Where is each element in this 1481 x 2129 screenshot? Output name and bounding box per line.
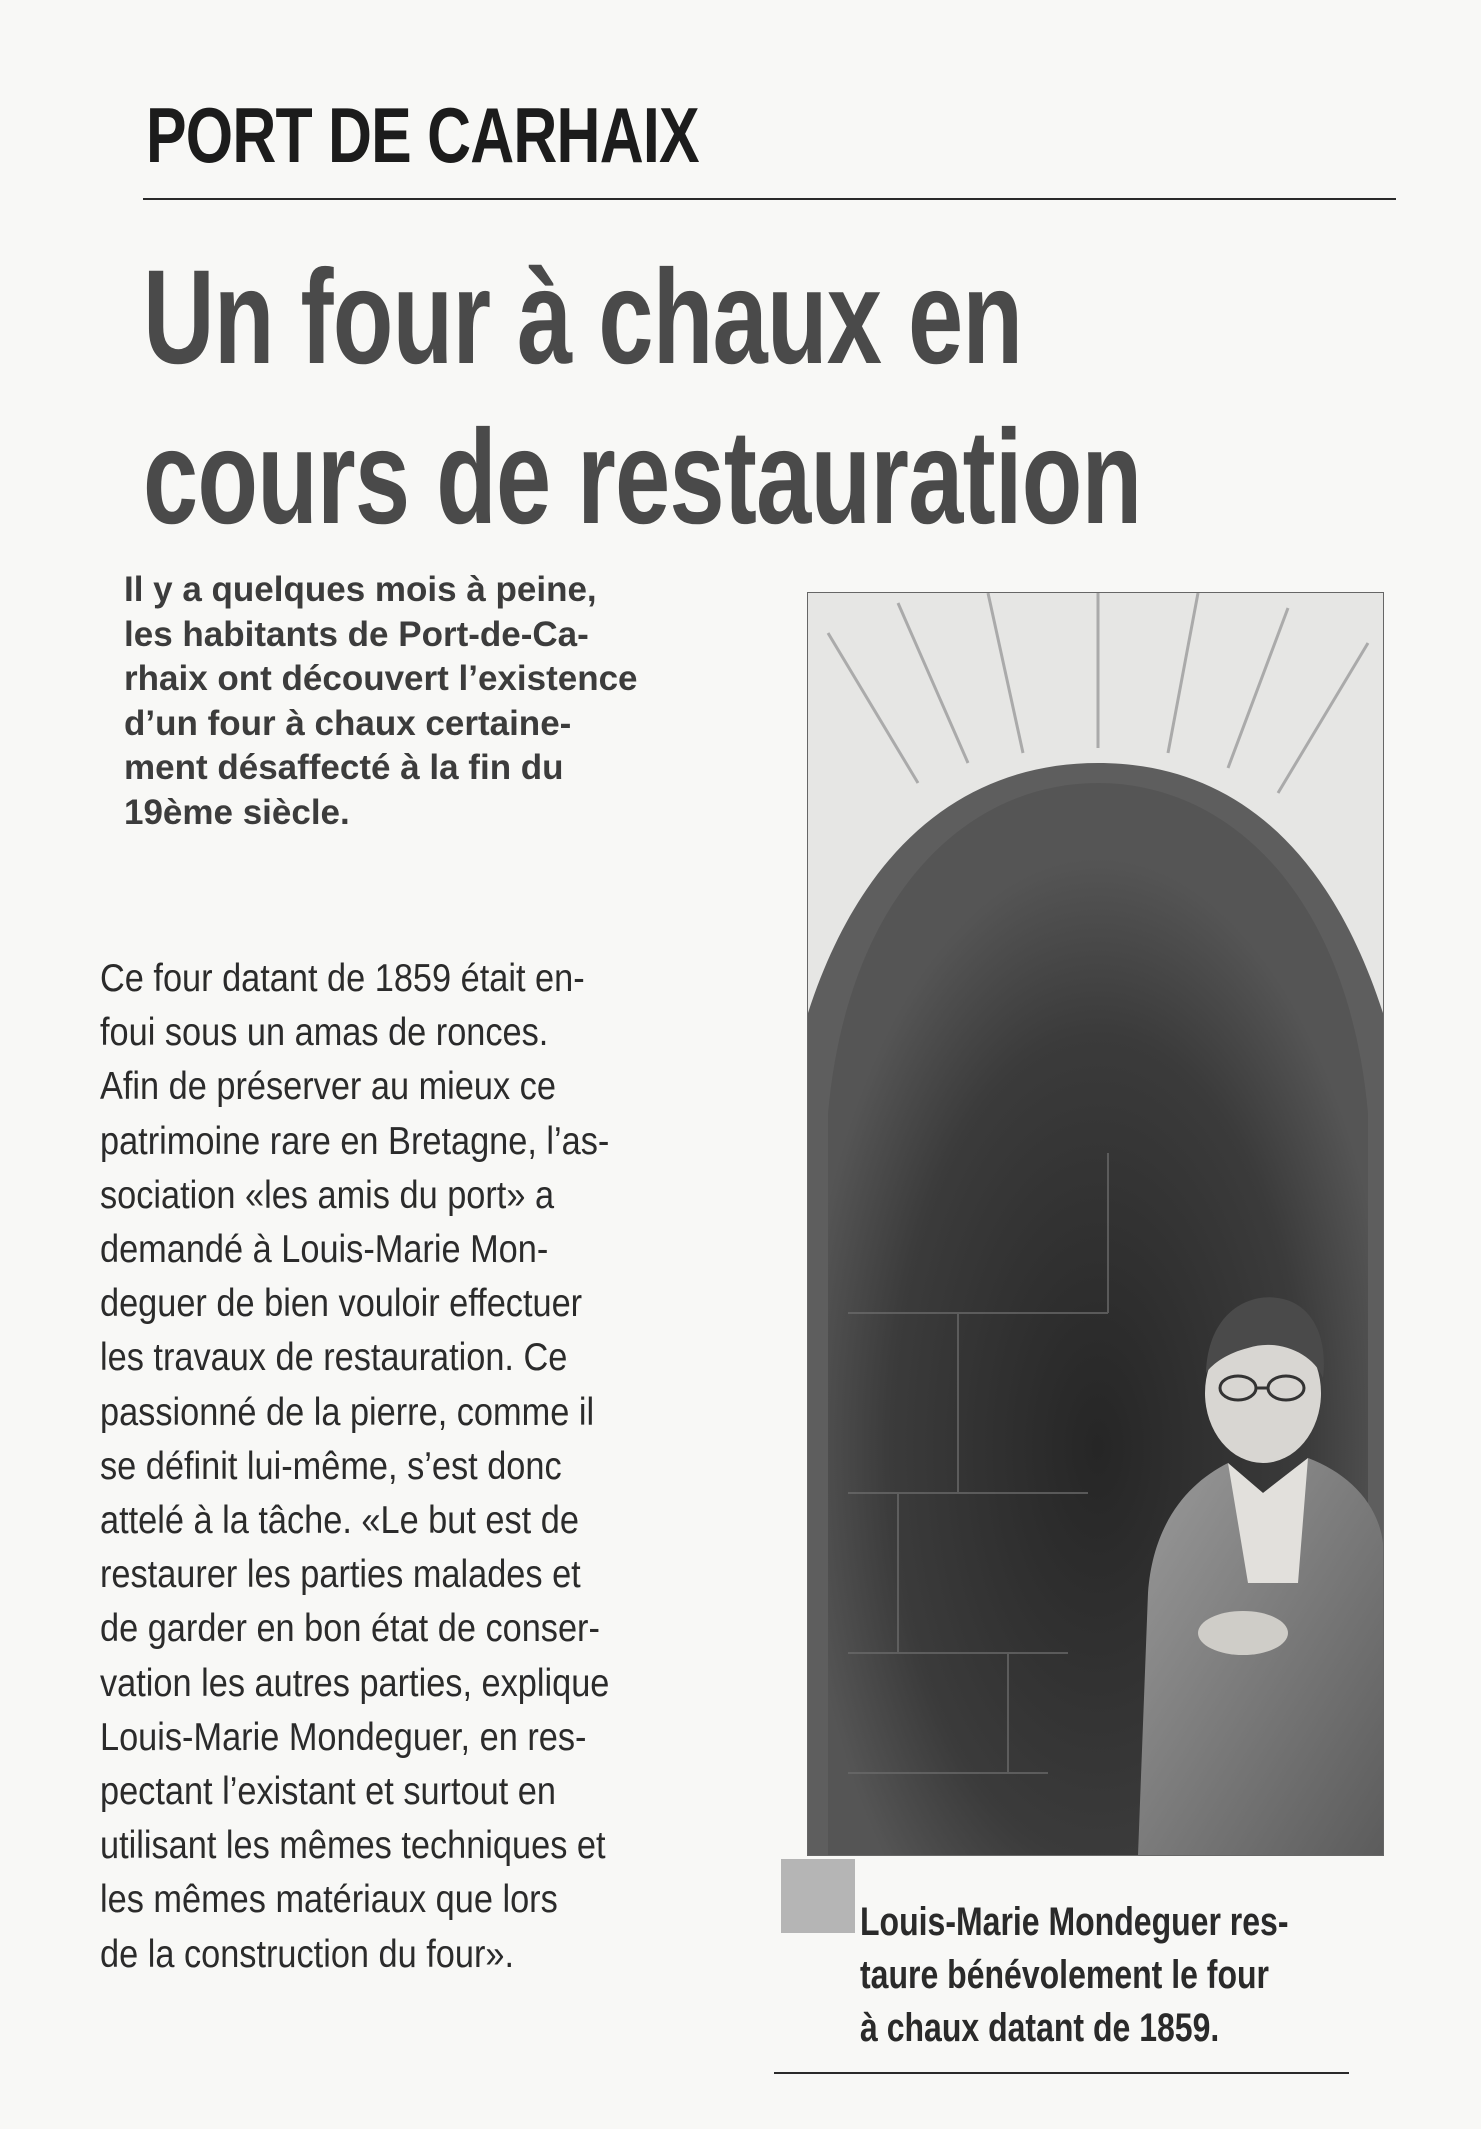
body-line: patrimoine rare en Bretagne, l’as-	[100, 1119, 610, 1163]
body-line: passionné de la pierre, comme il	[100, 1390, 595, 1434]
body-line: les mêmes matériaux que lors	[100, 1878, 558, 1922]
body-line: Louis-Marie Mondeguer, en res-	[100, 1715, 587, 1759]
article-photo	[807, 592, 1384, 1856]
section-heading: PORT DE CARHAIX	[146, 91, 699, 179]
lead-line: d’un four à chaux certaine-	[124, 703, 572, 743]
body-line: se définit lui-même, s’est donc	[100, 1444, 562, 1488]
body-line: les travaux de restauration. Ce	[100, 1336, 568, 1380]
body-line: deguer de bien vouloir effectuer	[100, 1282, 583, 1326]
body-line: de garder en bon état de conser-	[100, 1607, 600, 1651]
headline-line: cours de restauration	[143, 403, 1142, 552]
caption-marker	[781, 1859, 855, 1933]
photo-illustration	[808, 593, 1383, 1855]
body-line: vation les autres parties, explique	[100, 1661, 610, 1705]
headline-line: Un four à chaux en	[143, 243, 1023, 392]
body-line: sociation «les amis du port» a	[100, 1173, 555, 1217]
caption-line: Louis-Marie Mondeguer res-	[860, 1900, 1289, 1944]
article-lead	[124, 568, 714, 835]
lead-line: les habitants de Port-de-Ca-	[124, 614, 589, 654]
body-line: Afin de préserver au mieux ce	[100, 1065, 556, 1109]
body-line: utilisant les mêmes techniques et	[100, 1824, 606, 1868]
body-line: foui sous un amas de ronces.	[100, 1011, 549, 1055]
body-line: Ce four datant de 1859 était en-	[100, 957, 585, 1000]
lead-line: 19ème siècle.	[124, 792, 350, 832]
photo-caption	[860, 1896, 1340, 2055]
lead-line: rhaix ont découvert l’existence	[124, 659, 638, 698]
lead-line: ment désaffecté à la fin du	[124, 748, 564, 787]
caption-line: à chaux datant de 1859.	[860, 2006, 1220, 2050]
body-line: demandé à Louis-Marie Mon-	[100, 1228, 549, 1272]
lead-line: Il y a quelques mois à peine,	[124, 570, 597, 609]
article-headline	[143, 238, 1141, 558]
article-body	[100, 952, 646, 1982]
section-rule	[143, 198, 1396, 200]
body-line: de la construction du four».	[100, 1932, 515, 1976]
caption-line: taure bénévolement le four	[860, 1953, 1269, 1997]
body-line: pectant l’existant et surtout en	[100, 1770, 556, 1814]
body-line: restaurer les parties malades et	[100, 1553, 581, 1597]
body-line: attelé à la tâche. «Le but est de	[100, 1499, 579, 1543]
caption-rule	[774, 2072, 1349, 2074]
